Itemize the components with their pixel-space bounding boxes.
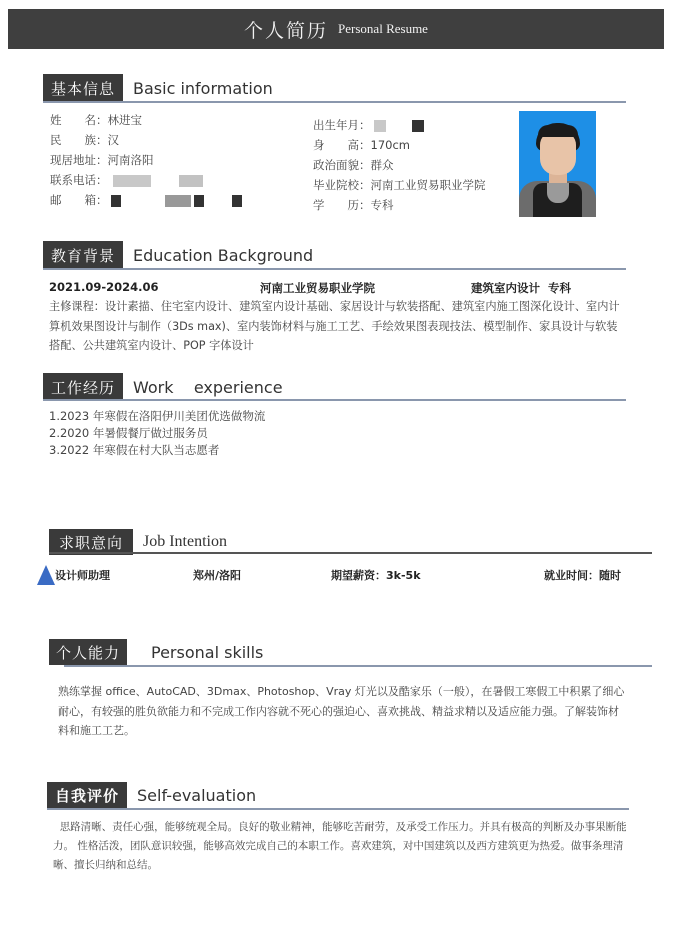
skills-header xyxy=(49,639,263,665)
section-divider xyxy=(43,268,626,270)
section-tag: 求职意向 xyxy=(49,529,133,555)
section-title-en: Education Background xyxy=(133,245,314,265)
ethnicity-field: 民 族：汉 xyxy=(50,133,119,147)
name-value: 林进宝 xyxy=(107,113,142,127)
section-divider xyxy=(43,399,626,401)
section-title-en: Basic information xyxy=(133,78,273,98)
address-field: 现居地址：河南洛阳 xyxy=(50,153,154,167)
basic-info-header xyxy=(43,74,273,102)
education-school: 河南工业贸易职业学院 xyxy=(260,281,375,295)
resume-title-cn: 个人简历 xyxy=(244,19,329,42)
name-field: 姓 名：林进宝 xyxy=(50,113,142,127)
resume-title-bar xyxy=(8,9,664,49)
education-major: 建筑室内设计 专科 xyxy=(471,281,572,295)
skills-text: 熟练掌握 office、AutoCAD、3Dmax、Photoshop、Vray 灯光以及酷家乐（一般），在暑假工寒假工中积累了细心耐心，有较强的胜负欲能力和不完成工作内容就不死心的强迫心、喜欢挑战、精益求精以及适应能力强。了解装饰材料和施工工艺。 xyxy=(58,685,625,737)
redacted-block xyxy=(412,120,424,132)
section-tag: 工作经历 xyxy=(43,373,123,401)
section-divider xyxy=(49,552,652,554)
job-position: 设计师助理 xyxy=(55,569,110,582)
email-field: 邮 箱： xyxy=(50,192,242,208)
section-divider xyxy=(47,808,629,810)
section-tag: 教育背景 xyxy=(43,241,123,269)
work-item: 1.2023 年寒假在洛阳伊川美团优选做物流 xyxy=(49,409,266,423)
degree-field: 学 历：专科 xyxy=(313,198,394,212)
resume-title-en: Personal Resume xyxy=(338,21,428,36)
birthdate-field: 出生年月： xyxy=(313,117,424,133)
work-header xyxy=(43,373,283,401)
height-field: 身 高：170cm xyxy=(313,138,410,152)
self-evaluation-header xyxy=(47,782,256,808)
section-tag: 基本信息 xyxy=(43,74,123,102)
job-salary: 期望薪资：3k-5k xyxy=(331,569,421,582)
education-header xyxy=(43,241,313,269)
redacted-email xyxy=(111,195,121,207)
section-tag: 个人能力 xyxy=(49,639,127,665)
redacted-block xyxy=(165,195,191,207)
profile-photo xyxy=(519,111,596,217)
redacted-phone xyxy=(113,175,151,187)
redacted-block xyxy=(194,195,204,207)
section-title-en: Work experience xyxy=(133,377,283,397)
school-field: 毕业院校：河南工业贸易职业学院 xyxy=(313,178,486,192)
self-evaluation-text: 思路清晰、责任心强，能够统观全局。良好的敬业精神，能够吃苦耐劳，及承受工作压力。并具有极高的判断及办事果断能力。 性格活泼，团队意识较强，能够高效完成自己的本职工作。喜欢建筑，对中国建筑以及西方建筑更为热爱。做事条理清晰、擅长归纳和总结。 xyxy=(53,821,627,871)
education-period: 2021.09-2024.06 xyxy=(49,280,159,294)
section-tag: 自我评价 xyxy=(47,782,127,808)
section-title-en: Self-evaluation xyxy=(137,785,257,805)
work-item: 2.2020 年暑假餐厅做过服务员 xyxy=(49,426,208,440)
section-title-en: Personal skills xyxy=(151,642,264,662)
triangle-marker-icon xyxy=(37,565,55,585)
job-availability: 就业时间：随时 xyxy=(544,569,621,582)
section-divider xyxy=(43,101,626,103)
redacted-block xyxy=(232,195,242,207)
job-location: 郑州/洛阳 xyxy=(193,569,242,582)
section-divider xyxy=(64,665,652,667)
redacted-block xyxy=(179,175,203,187)
redacted-birthdate xyxy=(374,120,386,132)
section-title-en: Job Intention xyxy=(143,533,227,550)
work-item: 3.2022 年寒假在村大队当志愿者 xyxy=(49,443,220,457)
political-status-field: 政治面貌：群众 xyxy=(313,158,394,172)
education-courses: 主修课程：设计素描、住宅室内设计、建筑室内设计基础、家居设计与软装搭配、建筑室内施工图深化设计、室内计算机效果图设计与制作（3Ds max)、室内装饰材料与施工工艺、手绘效果图表现技法、模型制作、家具设计与软装搭配、公共建筑室内设计、POP 字体设计 xyxy=(49,300,620,352)
phone-field: 联系电话： xyxy=(50,172,203,188)
